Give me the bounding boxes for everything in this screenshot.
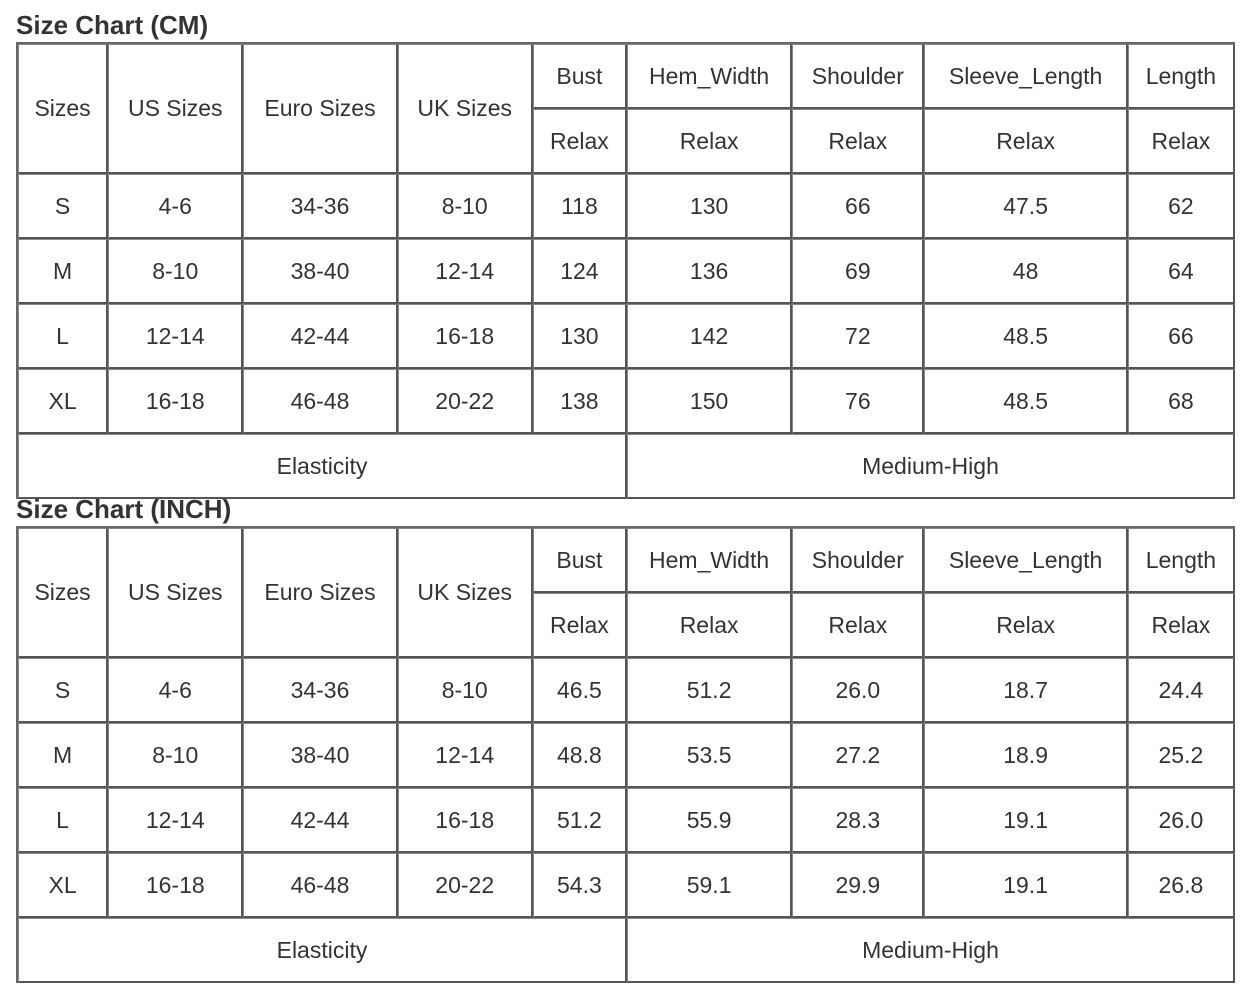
cell-length: 68 [1128,369,1235,434]
cell-us-size: 16-18 [108,369,243,434]
cell-bust: 48.8 [533,723,627,788]
cell-hem-width: 59.1 [627,853,792,918]
size-chart-inch-title: Size Chart (INCH) [16,494,232,524]
cell-us-size: 4-6 [108,658,243,723]
cell-euro-size: 38-40 [243,723,397,788]
cell-length: 24.4 [1128,658,1235,723]
cell-hem-width: 53.5 [627,723,792,788]
cell-size: S [18,658,108,723]
fit-hem-width: Relax [627,109,792,174]
cell-euro-size: 34-36 [243,174,397,239]
cell-length: 62 [1128,174,1235,239]
elasticity-label: Elasticity [18,918,627,983]
cell-sleeve-length: 48 [924,239,1127,304]
cell-shoulder: 28.3 [792,788,924,853]
cell-size: XL [18,369,108,434]
header-sizes: Sizes [18,44,108,174]
cell-shoulder: 69 [792,239,924,304]
cell-shoulder: 29.9 [792,853,924,918]
header-hem-width: Hem_Width [627,528,792,593]
cell-bust: 51.2 [533,788,627,853]
cell-length: 26.8 [1128,853,1235,918]
header-uk-sizes: UK Sizes [398,44,533,174]
cell-size: L [18,304,108,369]
table-row [18,788,1235,853]
header-euro-sizes: Euro Sizes [243,528,397,658]
table-row [18,723,1235,788]
fit-length: Relax [1128,593,1235,658]
table-row [18,239,1235,304]
cell-size: XL [18,853,108,918]
cell-us-size: 12-14 [108,304,243,369]
elasticity-label: Elasticity [18,434,627,499]
cell-size: M [18,723,108,788]
cell-uk-size: 8-10 [398,174,533,239]
header-shoulder: Shoulder [792,528,924,593]
header-hem-width: Hem_Width [627,44,792,109]
header-length: Length [1128,44,1235,109]
cell-size: L [18,788,108,853]
header-euro-sizes: Euro Sizes [243,44,397,174]
cell-euro-size: 46-48 [243,369,397,434]
header-row [18,44,1235,109]
cell-shoulder: 72 [792,304,924,369]
cell-us-size: 12-14 [108,788,243,853]
cell-bust: 130 [533,304,627,369]
cell-uk-size: 16-18 [398,304,533,369]
cell-euro-size: 38-40 [243,239,397,304]
cell-hem-width: 142 [627,304,792,369]
cell-bust: 46.5 [533,658,627,723]
cell-size: S [18,174,108,239]
header-us-sizes: US Sizes [108,528,243,658]
cell-euro-size: 42-44 [243,788,397,853]
table-row [18,304,1235,369]
cell-euro-size: 46-48 [243,853,397,918]
fit-bust: Relax [533,593,627,658]
table-row [18,369,1235,434]
fit-shoulder: Relax [792,593,924,658]
size-chart-cm-title: Size Chart (CM) [16,10,209,40]
header-row [18,528,1235,593]
cell-hem-width: 150 [627,369,792,434]
cell-bust: 124 [533,239,627,304]
fit-sleeve-length: Relax [924,109,1127,174]
cell-uk-size: 12-14 [398,723,533,788]
cell-sleeve-length: 19.1 [924,853,1127,918]
cell-us-size: 16-18 [108,853,243,918]
cell-uk-size: 8-10 [398,658,533,723]
cell-bust: 138 [533,369,627,434]
fit-bust: Relax [533,109,627,174]
cell-uk-size: 12-14 [398,239,533,304]
cell-shoulder: 26.0 [792,658,924,723]
fit-shoulder: Relax [792,109,924,174]
elasticity-row [18,918,1235,983]
cell-bust: 54.3 [533,853,627,918]
size-chart-cm-table [16,42,1235,499]
size-chart-inch-table [16,526,1235,983]
header-bust: Bust [533,44,627,109]
cell-bust: 118 [533,174,627,239]
cell-euro-size: 34-36 [243,658,397,723]
table-row [18,853,1235,918]
elasticity-value: Medium-High [627,918,1235,983]
cell-uk-size: 20-22 [398,853,533,918]
cell-hem-width: 136 [627,239,792,304]
cell-size: M [18,239,108,304]
cell-us-size: 8-10 [108,723,243,788]
header-bust: Bust [533,528,627,593]
header-sleeve-length: Sleeve_Length [924,528,1127,593]
header-us-sizes: US Sizes [108,44,243,174]
cell-hem-width: 51.2 [627,658,792,723]
cell-euro-size: 42-44 [243,304,397,369]
cell-length: 64 [1128,239,1235,304]
cell-hem-width: 55.9 [627,788,792,853]
cell-shoulder: 76 [792,369,924,434]
cell-us-size: 8-10 [108,239,243,304]
cell-sleeve-length: 18.7 [924,658,1127,723]
header-shoulder: Shoulder [792,44,924,109]
cell-sleeve-length: 19.1 [924,788,1127,853]
table-row [18,174,1235,239]
header-length: Length [1128,528,1235,593]
cell-length: 25.2 [1128,723,1235,788]
cell-sleeve-length: 47.5 [924,174,1127,239]
cell-sleeve-length: 48.5 [924,304,1127,369]
header-uk-sizes: UK Sizes [398,528,533,658]
elasticity-row [18,434,1235,499]
cell-sleeve-length: 48.5 [924,369,1127,434]
fit-length: Relax [1128,109,1235,174]
table-row [18,658,1235,723]
header-sleeve-length: Sleeve_Length [924,44,1127,109]
cell-length: 66 [1128,304,1235,369]
cell-length: 26.0 [1128,788,1235,853]
fit-hem-width: Relax [627,593,792,658]
cell-us-size: 4-6 [108,174,243,239]
cell-shoulder: 27.2 [792,723,924,788]
cell-sleeve-length: 18.9 [924,723,1127,788]
cell-uk-size: 20-22 [398,369,533,434]
header-sizes: Sizes [18,528,108,658]
fit-sleeve-length: Relax [924,593,1127,658]
cell-uk-size: 16-18 [398,788,533,853]
elasticity-value: Medium-High [627,434,1235,499]
cell-hem-width: 130 [627,174,792,239]
cell-shoulder: 66 [792,174,924,239]
